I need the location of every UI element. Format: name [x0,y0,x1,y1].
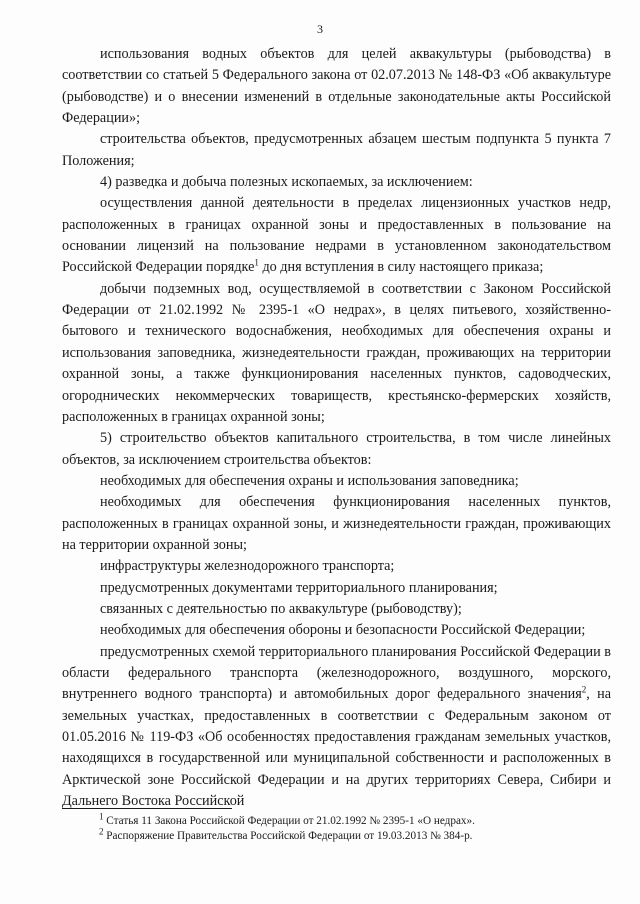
paragraph-groundwater: добычи подземных вод, осуществляемой в соответствии с Законом Российской Федерации от 21.02.1992 № 2395-1 «О недрах», в целях питьевого, хозяйственно-бытового и технического водоснабжения, необходимых для обеспечения охраны и использования заповедника, жизнедеятельности граждан, проживающих на территории охранной зоны, а также функционирования населенных пунктов, садоводческих, огороднических некоммерческих товариществ, крестьянско-фермерских хозяйств, расположенных в границах охранной зоны; [62,280,611,425]
paragraph-defense: необходимых для обеспечения обороны и безопасности Российской Федерации; [100,622,586,639]
paragraph-item-5: 5) строительство объектов капитального строительства, в том числе линейных объектов, за исключением строительства объектов: [62,430,611,468]
paragraph-railway: инфраструктуры железнодорожного транспорта; [100,558,395,575]
footnote-2: $^2$ Распоряжение Правительства Российской Федерации от 19.03.2013 № 384-р. [99,826,473,842]
paragraph-settlements: необходимых для обеспечения функционирования населенных пунктов, расположенных в границах охранной зоны, и жизнедеятельности граждан, проживающих на территории охранной зоны; [62,494,611,553]
paragraph-planning-docs: предусмотренных документами территориального планирования; [100,579,498,596]
paragraph-aquaculture-use: использования водных объектов для целей аквакультуры (рыбоводства) в соответствии со статьей 5 Федерального закона от 02.07.2013 № 148-ФЗ «Об аквакультуре (рыбоводстве) и о внесении изменений в отдельные законодательные акты Российской Федерации»; [62,46,611,127]
body-text [62,44,611,812]
paragraph-aquaculture-activity: связанных с деятельностью по аквакультуре (рыбоводству); [100,600,462,617]
paragraph-reserve-protection: необходимых для обеспечения охраны и использования заповедника; [100,472,519,489]
paragraph-licensed-subsoil: осуществления данной деятельности в пределах лицензионных участков недр, расположенных в границах охранной зоны и предоставленных в пользование на основании лицензий на пользование недрами в установленном законодательством Российской Федерации порядке$^1$ до дня вступления в силу настоящего приказа; [62,195,611,276]
paragraph-construction-objects: строительства объектов, предусмотренных абзацем шестым подпункта 5 пункта 7 Положения; [62,131,611,169]
paragraph-federal-transport: предусмотренных схемой территориального планирования Российской Федерации в области федерального транспорта (железнодорожного, воздушного, морского, внутреннего водного транспорта) и автомобильных дорог федерального значения$^2$, на земельных участках, предоставленных в соответствии с Федеральным законом от 01.05.2016 № 119-ФЗ «Об особенностях предоставления гражданам земельных участков, находящихся в государственной или муниципальной собственности и расположенных в Арктической зоне Российской Федерации и на других территориях Севера, Сибири и Дальнего Востока Российской [62,643,611,810]
footnote-ref-1[interactable]: 1 [254,257,259,268]
page-number: 3 [317,22,323,36]
footnote-separator [62,808,232,809]
footnotes [99,811,609,844]
footnote-ref-2[interactable]: 2 [581,684,587,695]
paragraph-item-4: 4) разведка и добыча полезных ископаемых, за исключением: [100,174,473,191]
footnote-1: $^1$ Статья 11 Закона Российской Федерации от 21.02.1992 № 2395-1 «О недрах». [99,811,475,827]
